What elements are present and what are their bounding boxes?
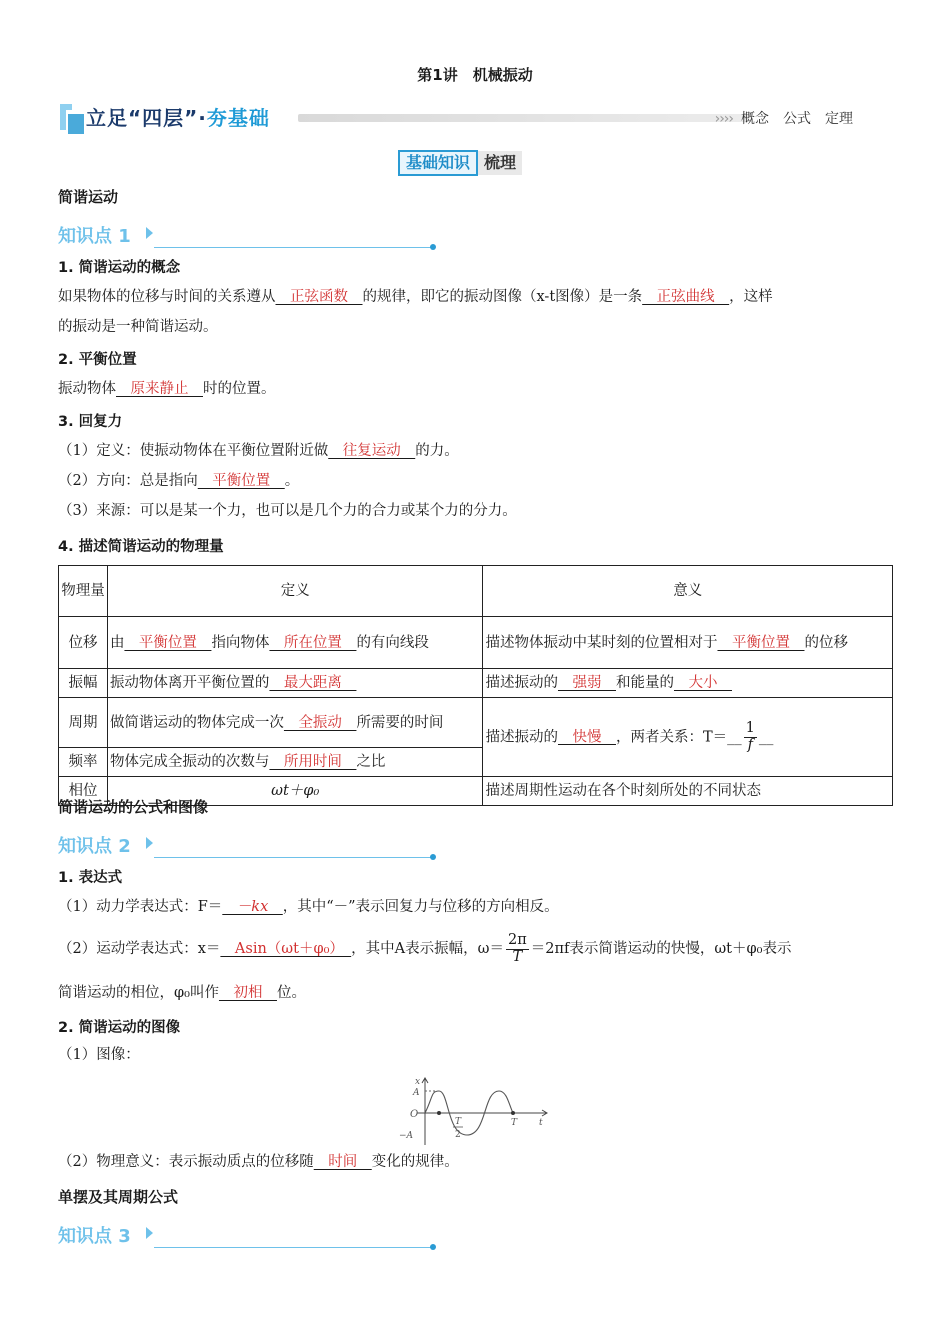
- fraction: $\frac{2\pi}{T}$: [507, 931, 527, 965]
- svg-text:T: T: [511, 1118, 518, 1128]
- subheading: 3. 回复力: [58, 414, 123, 430]
- subheading: 2. 平衡位置: [58, 352, 137, 368]
- section-heading: 单摆及其周期公式: [58, 1188, 179, 1206]
- paragraph: 简谐运动的相位，φ₀叫作 初相 位。: [58, 985, 306, 1001]
- knowledge-point-2: 知识点 2: [58, 832, 438, 862]
- knowledge-point-3: 知识点 3: [58, 1222, 438, 1252]
- subheading: 1. 表达式: [58, 870, 123, 886]
- chevrons-icon: ››››: [714, 111, 733, 127]
- table-row: 周期 做简谐运动的物体完成一次 全振动 所需要的时间 描述振动的 快慢 ，两者关系：T＝__ $\frac{1}{f}$ __: [59, 698, 893, 748]
- paragraph: （1）图像：: [58, 1047, 140, 1063]
- table-row: 振幅 振动物体离开平衡位置的 最大距离 描述振动的 强弱 和能量的 大小: [59, 669, 893, 698]
- subheading: 1. 简谐运动的概念: [58, 260, 181, 276]
- fraction: $\frac{1}{f}$: [745, 719, 755, 753]
- table-row: 位移 由 平衡位置 指向物体 所在位置 的有向线段 描述物体振动中某时刻的位置相对于 平衡位置 的位移: [59, 617, 893, 669]
- section-heading: 简谐运动的公式和图像: [58, 798, 209, 816]
- sine-wave-graph: [395, 1075, 555, 1150]
- banner-bar: [298, 114, 748, 122]
- subheading: 4. 描述简谐运动的物理量: [58, 539, 224, 555]
- paragraph: （2）运动学表达式：x＝ Asin（ωt＋φ₀） ，其中A表示振幅，ω＝ $\frac{2\pi}{T}$ ＝2πf表示简谐运动的快慢，ωt＋φ₀表示: [58, 931, 792, 965]
- paragraph: 如果物体的位移与时间的关系遵从 正弦函数 的规律，即它的振动图像（x-t图像）是一条 正弦曲线 ，这样 的振动是一种简谐运动。: [58, 289, 773, 335]
- knowledge-point-1: 知识点 1: [58, 222, 438, 252]
- paragraph: （1）动力学表达式：F＝ －kx ，其中“－”表示回复力与位移的方向相反。: [58, 899, 559, 915]
- table-row: 物理量 定义 意义: [59, 566, 893, 617]
- page-title: 第1讲 机械振动: [417, 66, 533, 84]
- svg-text:x: x: [415, 1077, 421, 1087]
- triangle-icon: [146, 227, 153, 239]
- sub-badge: 基础知识 梳理: [398, 150, 522, 176]
- svg-text:T: T: [455, 1117, 462, 1127]
- banner-tags: ›››› 概念 公式 定理: [714, 111, 853, 127]
- table-row: 相位 ωt＋φ₀ 描述周期性运动在各个时刻所处的不同状态: [59, 777, 893, 806]
- section-banner: [58, 100, 898, 136]
- svg-text:t: t: [539, 1118, 543, 1128]
- svg-text:A: A: [413, 1088, 420, 1098]
- quantities-table: [58, 565, 893, 806]
- svg-text:O: O: [410, 1109, 419, 1120]
- banner-title: 立足“四层”·夯基础: [86, 106, 270, 130]
- svg-text:2: 2: [455, 1130, 461, 1140]
- subheading: 2. 简谐运动的图像: [58, 1020, 181, 1036]
- table-row: 频率 物体完成全振动的次数与 所用时间 之比: [59, 748, 893, 777]
- paragraph: 振动物体 原来静止 时的位置。: [58, 381, 276, 397]
- paragraph: （2）物理意义：表示振动质点的位移随 时间 变化的规律。: [58, 1154, 459, 1170]
- triangle-icon: [146, 1227, 153, 1239]
- triangle-icon: [146, 837, 153, 849]
- svg-text:−A: −A: [399, 1131, 414, 1141]
- banner-corner-icon: [58, 100, 86, 136]
- section-heading: 简谐运动: [58, 188, 119, 206]
- paragraph: （1）定义：使振动物体在平衡位置附近做 往复运动 的力。 （2）方向：总是指向 平衡位置 。 （3）来源：可以是某一个力，也可以是几个力的合力或某个力的分力。: [58, 443, 517, 519]
